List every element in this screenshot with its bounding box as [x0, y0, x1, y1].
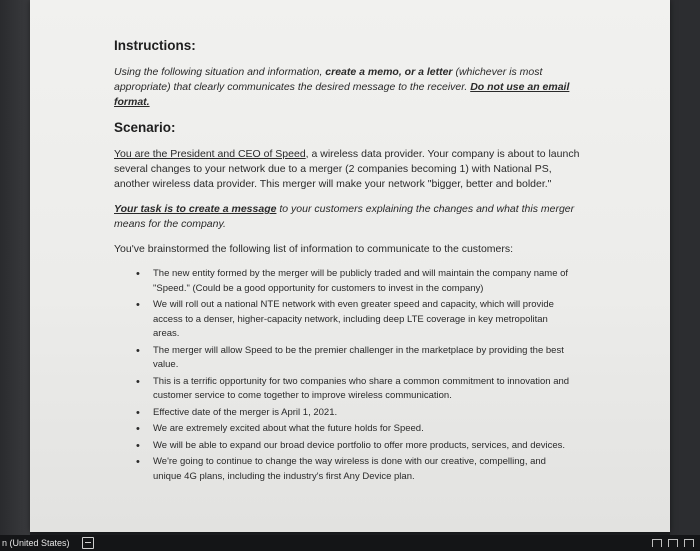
instructions-warning: Do not use an email format.	[114, 81, 570, 108]
list-item: • This is a terrific opportunity for two companies who share a common commitment to innovation and customer service to come together to improve wireless communication.	[153, 375, 584, 404]
status-bar	[0, 535, 700, 551]
list-item: • We are extremely excited about what the future holds for Speed.	[153, 422, 584, 437]
task-emphasis: Your task is to create a message	[114, 203, 277, 215]
document-content	[114, 38, 584, 486]
scenario-role: You are the President and CEO of Speed	[114, 148, 306, 160]
list-item: • Effective date of the merger is April 1, 2021.	[153, 406, 584, 421]
accessibility-check-icon[interactable]	[82, 537, 94, 549]
document-page	[30, 0, 670, 532]
bullet-list	[114, 267, 584, 484]
view-button[interactable]	[668, 539, 678, 547]
scenario-text: , a wireless data provider. Your company is about to launch several changes to your network due to a merger (2 companies becoming 1) with National PS, another wireless data provider. This merger will make your network "bigger, better and bolder."	[114, 148, 580, 190]
instructions-text-2: (whichever is most appropriate) that clearly communicates the desired message to the receiver.	[114, 66, 543, 93]
task-text: to your customers explaining the changes and what this merger means for the company.	[114, 203, 575, 230]
task-paragraph	[114, 202, 584, 232]
scenario-paragraph	[114, 147, 584, 192]
instructions-text-1: Using the following situation and information,	[114, 66, 326, 78]
language-indicator[interactable]: n (United States)	[2, 538, 70, 548]
view-button[interactable]	[684, 539, 694, 547]
instructions-heading: Instructions:	[114, 38, 196, 53]
list-item: • We will be able to expand our broad device portfolio to offer more products, services, and devices.	[153, 439, 584, 454]
background-right	[670, 0, 700, 535]
instructions-emphasis: create a memo, or a letter	[325, 66, 453, 78]
instructions-paragraph	[114, 65, 584, 110]
view-buttons	[630, 539, 694, 547]
view-button[interactable]	[652, 539, 662, 547]
scenario-heading: Scenario:	[114, 120, 176, 135]
list-item: • We will roll out a national NTE network with even greater speed and capacity, which will provide access to a denser, higher-capacity network, including deep LTE coverage in key metropolitan areas.	[153, 298, 584, 342]
list-item: • We're going to continue to change the way wireless is done with our creative, compelling, and unique 4G plans, including the industry's first Any Device plan.	[153, 455, 584, 484]
list-item: • The merger will allow Speed to be the premier challenger in the marketplace by providing the best value.	[153, 344, 584, 373]
background-left	[0, 0, 30, 535]
brainstorm-intro: You've brainstormed the following list of information to communicate to the customers:	[114, 243, 514, 255]
list-item: • The new entity formed by the merger will be publicly traded and will maintain the company name of "Speed." (Could be a good opportunity for customers to invest in the company)	[153, 267, 584, 296]
